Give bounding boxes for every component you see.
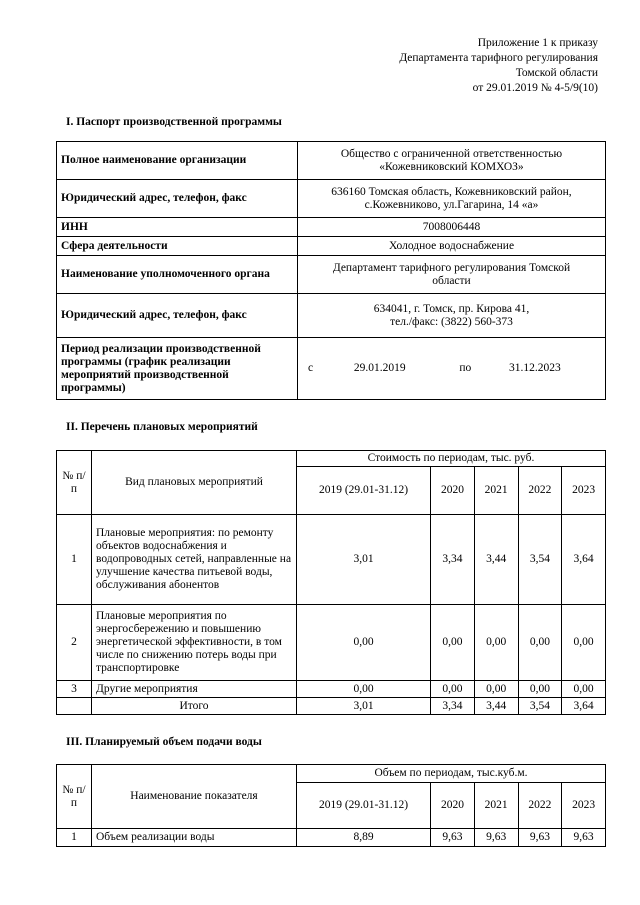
table-row [57,142,606,180]
header-line: от 29.01.2019 № 4-5/9(10) [472,82,598,94]
section2-title: II. Перечень плановых мероприятий [66,421,258,433]
cell-value: 0,00 [518,605,562,681]
period-from-word: с [308,362,314,374]
row-num: 1 [57,515,92,605]
cell-value: 3,34 [431,698,475,715]
year-header: 2019 (29.01-31.12) [297,783,431,829]
section3-title: III. Планируемый объем подачи воды [66,736,262,748]
cell-value: 0,00 [431,681,475,698]
period-value [298,338,606,400]
table-row [57,256,606,294]
passport-table [56,141,606,400]
year-header: 2019 (29.01-31.12) [297,467,431,515]
volume-table [56,764,606,847]
table-row [57,515,606,605]
cell-value: 0,00 [297,681,431,698]
cell-value: 0,00 [431,605,475,681]
row-name: Плановые мероприятия: по ремонту объектов водоснабжения и водопроводных сетей, направленные на улучшение качества питьевой воды, обслуживания абонентов [92,515,297,605]
col-num-header: № п/п [57,451,92,515]
row-value: 636160 Томская область, Кожевниковский район, с.Кожевниково, ул.Гагарина, 14 «а» [298,180,606,218]
year-header: 2020 [431,467,475,515]
cell-value: 0,00 [297,605,431,681]
cell-value: 0,00 [474,605,518,681]
row-value: Общество с ограниченной ответственностью «Кожевниковский КОМХОЗ» [298,142,606,180]
cell-value: 3,44 [474,515,518,605]
cell-value: 8,89 [297,829,431,847]
table-row [57,180,606,218]
table-row [57,605,606,681]
table-row [57,218,606,237]
row-num: 1 [57,829,92,847]
table-row [57,765,606,783]
row-value: 7008006448 [298,218,606,237]
row-label: ИНН [57,218,298,237]
period-label: Период реализации производственной программы (график реализации мероприятий производственной программы) [57,338,298,400]
table-row [57,294,606,338]
row-value: Холодное водоснабжение [298,237,606,256]
row-label: Полное наименование организации [57,142,298,180]
period-to: 31.12.2023 [509,362,561,374]
cell-value: 0,00 [562,605,606,681]
section1-title: I. Паспорт производственной программы [66,116,282,128]
col-name-header: Наименование показателя [92,765,297,829]
col-name-header: Вид плановых мероприятий [92,451,297,515]
col-num-header: № п/п [57,765,92,829]
empty-cell [57,698,92,715]
cell-value: 9,63 [474,829,518,847]
row-value: Департамент тарифного регулирования Томской области [298,256,606,294]
header-block [399,36,598,96]
total-label: Итого [92,698,297,715]
col-vol-header: Объем по периодам, тыс.куб.м. [297,765,606,783]
cell-value: 3,64 [562,515,606,605]
row-label: Юридический адрес, телефон, факс [57,294,298,338]
cell-value: 0,00 [562,681,606,698]
cell-value: 3,54 [518,515,562,605]
cell-value: 3,54 [518,698,562,715]
cell-value: 3,01 [297,698,431,715]
period-to-word: по [459,362,472,374]
cell-value: 3,34 [431,515,475,605]
header-line: Приложение 1 к приказу [477,37,598,49]
row-name: Другие мероприятия [92,681,297,698]
row-label: Наименование уполномоченного органа [57,256,298,294]
year-header: 2021 [474,467,518,515]
year-header: 2021 [474,783,518,829]
cell-value: 0,00 [518,681,562,698]
row-label: Сфера деятельности [57,237,298,256]
measures-table [56,450,606,715]
cell-value: 9,63 [562,829,606,847]
year-header: 2023 [562,783,606,829]
cell-value: 3,44 [474,698,518,715]
table-row [57,829,606,847]
table-row [57,237,606,256]
header-line: Томской области [515,67,598,79]
col-cost-header: Стоимость по периодам, тыс. руб. [297,451,606,467]
year-header: 2020 [431,783,475,829]
row-value: 634041, г. Томск, пр. Кирова 41, тел./факс: (3822) 560-373 [298,294,606,338]
period-from: 29.01.2019 [353,362,406,374]
table-row [57,451,606,467]
row-num: 3 [57,681,92,698]
header-line: Департамента тарифного регулирования [399,52,598,64]
cell-value: 3,01 [297,515,431,605]
cell-value: 9,63 [431,829,475,847]
cell-value: 3,64 [562,698,606,715]
row-label: Юридический адрес, телефон, факс [57,180,298,218]
cell-value: 9,63 [518,829,562,847]
cell-value: 0,00 [474,681,518,698]
year-header: 2022 [518,467,562,515]
year-header: 2022 [518,783,562,829]
year-header: 2023 [562,467,606,515]
row-num: 2 [57,605,92,681]
total-row [57,698,606,715]
table-row [57,681,606,698]
table-row [57,338,606,400]
row-name: Плановые мероприятия по энергосбережению и повышению энергетической эффективности, в том числе по снижению потерь воды при транспортировке [92,605,297,681]
row-name: Объем реализации воды [92,829,297,847]
